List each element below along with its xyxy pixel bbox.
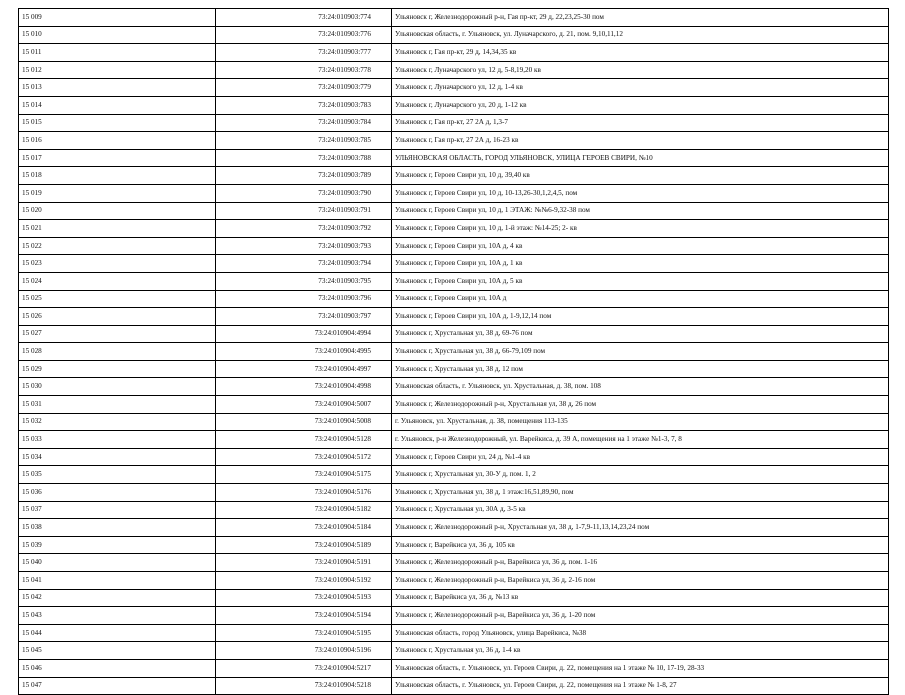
address-cell: Ульяновская область, город Ульяновск, улица Варейкиса, №38 — [392, 624, 889, 642]
table-row — [19, 484, 889, 502]
row-number-cell: 15 032 — [19, 413, 216, 431]
cadastral-number-cell: 73:24:010903:792 — [216, 220, 392, 238]
cadastral-number-cell: 73:24:010904:5191 — [216, 554, 392, 572]
cadastral-number-cell: 73:24:010904:5218 — [216, 677, 392, 695]
address-cell: Ульяновск г, Железнодорожный р-н, Гая пр-кт, 29 д, 22,23,25-30 пом — [392, 9, 889, 27]
registry-rows — [19, 9, 889, 695]
cadastral-number-cell: 73:24:010903:778 — [216, 61, 392, 79]
address-cell: Ульяновск г, Гая пр-кт, 27 2А д, 16-23 кв — [392, 132, 889, 150]
table-row — [19, 220, 889, 238]
row-number-cell: 15 047 — [19, 677, 216, 695]
row-number-cell: 15 045 — [19, 642, 216, 660]
row-number-cell: 15 031 — [19, 396, 216, 414]
row-number-cell: 15 022 — [19, 237, 216, 255]
table-row — [19, 536, 889, 554]
cadastral-number-cell: 73:24:010903:777 — [216, 44, 392, 62]
row-number-cell: 15 034 — [19, 448, 216, 466]
table-row — [19, 202, 889, 220]
row-number-cell: 15 012 — [19, 61, 216, 79]
row-number-cell: 15 019 — [19, 184, 216, 202]
row-number-cell: 15 011 — [19, 44, 216, 62]
row-number-cell: 15 044 — [19, 624, 216, 642]
address-cell: Ульяновск г, Хрустальная ул, 36 д, 1-4 кв — [392, 642, 889, 660]
table-row — [19, 184, 889, 202]
row-number-cell: 15 039 — [19, 536, 216, 554]
cadastral-number-cell: 73:24:010904:4998 — [216, 378, 392, 396]
row-number-cell: 15 043 — [19, 607, 216, 625]
address-cell: Ульяновская область, г. Ульяновск, ул. Луначарского, д. 21, пом. 9,10,11,12 — [392, 26, 889, 44]
cadastral-number-cell: 73:24:010904:5182 — [216, 501, 392, 519]
row-number-cell: 15 026 — [19, 308, 216, 326]
table-row — [19, 589, 889, 607]
row-number-cell: 15 028 — [19, 343, 216, 361]
address-cell: Ульяновск г, Железнодорожный р-н, Хрустальная ул, 38 д, 1-7,9-11,13,14,23,24 пом — [392, 519, 889, 537]
table-row — [19, 255, 889, 273]
cadastral-number-cell: 73:24:010904:5175 — [216, 466, 392, 484]
table-row — [19, 501, 889, 519]
address-cell: Ульяновск г, Героев Свири ул, 10 д, 1 ЭТАЖ: №№6-9,32-38 пом — [392, 202, 889, 220]
row-number-cell: 15 017 — [19, 149, 216, 167]
address-cell: Ульяновск г, Хрустальная ул, 30-У д, пом. 1, 2 — [392, 466, 889, 484]
row-number-cell: 15 025 — [19, 290, 216, 308]
address-cell: Ульяновск г, Хрустальная ул, 30А д, 3-5 кв — [392, 501, 889, 519]
address-cell: Ульяновск г, Героев Свири ул, 10А д, 5 кв — [392, 272, 889, 290]
address-cell: Ульяновск г, Железнодорожный р-н, Хрустальная ул, 38 д, 26 пом — [392, 396, 889, 414]
registry-table — [18, 8, 889, 695]
cadastral-number-cell: 73:24:010904:5184 — [216, 519, 392, 537]
table-row — [19, 26, 889, 44]
table-row — [19, 272, 889, 290]
row-number-cell: 15 040 — [19, 554, 216, 572]
table-row — [19, 659, 889, 677]
table-row — [19, 466, 889, 484]
cadastral-number-cell: 73:24:010904:4997 — [216, 360, 392, 378]
row-number-cell: 15 035 — [19, 466, 216, 484]
row-number-cell: 15 021 — [19, 220, 216, 238]
row-number-cell: 15 013 — [19, 79, 216, 97]
table-row — [19, 396, 889, 414]
cadastral-number-cell: 73:24:010903:797 — [216, 308, 392, 326]
cadastral-number-cell: 73:24:010903:796 — [216, 290, 392, 308]
row-number-cell: 15 038 — [19, 519, 216, 537]
cadastral-number-cell: 73:24:010903:776 — [216, 26, 392, 44]
row-number-cell: 15 046 — [19, 659, 216, 677]
cadastral-number-cell: 73:24:010904:5194 — [216, 607, 392, 625]
address-cell: Ульяновск г, Хрустальная ул, 38 д, 69-76 пом — [392, 325, 889, 343]
table-row — [19, 624, 889, 642]
row-number-cell: 15 036 — [19, 484, 216, 502]
address-cell: Ульяновск г, Железнодорожный р-н, Варейкиса ул, 36 д, 1-20 пом — [392, 607, 889, 625]
cadastral-number-cell: 73:24:010904:5217 — [216, 659, 392, 677]
table-row — [19, 431, 889, 449]
address-cell: Ульяновск г, Героев Свири ул, 10А д, 1-9,12,14 пом — [392, 308, 889, 326]
address-cell: г. Ульяновск, р-н Железнодорожный, ул. Варейкиса, д. 39 А, помещения на 1 этаже №1-3, 7, 8 — [392, 431, 889, 449]
row-number-cell: 15 016 — [19, 132, 216, 150]
address-cell: Ульяновск г, Героев Свири ул, 24 д, №1-4 кв — [392, 448, 889, 466]
cadastral-number-cell: 73:24:010903:791 — [216, 202, 392, 220]
row-number-cell: 15 041 — [19, 572, 216, 590]
cadastral-number-cell: 73:24:010904:5172 — [216, 448, 392, 466]
cadastral-number-cell: 73:24:010904:5195 — [216, 624, 392, 642]
address-cell: Ульяновская область, г. Ульяновск, ул. Героев Свири, д. 22, помещения на 1 этаже № 1-8, 27 — [392, 677, 889, 695]
row-number-cell: 15 029 — [19, 360, 216, 378]
cadastral-number-cell: 73:24:010904:5196 — [216, 642, 392, 660]
row-number-cell: 15 009 — [19, 9, 216, 27]
cadastral-number-cell: 73:24:010903:774 — [216, 9, 392, 27]
table-row — [19, 572, 889, 590]
table-row — [19, 132, 889, 150]
address-cell: Ульяновск г, Железнодорожный р-н, Варейкиса ул, 36 д, пом. 1-16 — [392, 554, 889, 572]
row-number-cell: 15 042 — [19, 589, 216, 607]
cadastral-number-cell: 73:24:010903:785 — [216, 132, 392, 150]
address-cell: Ульяновская область, г. Ульяновск, ул. Героев Свири, д. 22, помещения на 1 этаже № 10, 17-19, 28-33 — [392, 659, 889, 677]
address-cell: Ульяновск г, Героев Свири ул, 10А д, 4 кв — [392, 237, 889, 255]
table-row — [19, 378, 889, 396]
address-cell: Ульяновск г, Хрустальная ул, 38 д, 1 этаж:16,51,89,90, пом — [392, 484, 889, 502]
table-row — [19, 79, 889, 97]
address-cell: Ульяновск г, Гая пр-кт, 27 2А д, 1,3-7 — [392, 114, 889, 132]
cadastral-number-cell: 73:24:010904:5008 — [216, 413, 392, 431]
address-cell: Ульяновск г, Героев Свири ул, 10 д, 39,40 кв — [392, 167, 889, 185]
table-row — [19, 114, 889, 132]
table-row — [19, 343, 889, 361]
table-row — [19, 149, 889, 167]
cadastral-number-cell: 73:24:010903:783 — [216, 96, 392, 114]
address-cell: Ульяновск г, Луначарского ул, 12 д, 5-8,19,20 кв — [392, 61, 889, 79]
row-number-cell: 15 020 — [19, 202, 216, 220]
table-row — [19, 448, 889, 466]
cadastral-number-cell: 73:24:010903:789 — [216, 167, 392, 185]
row-number-cell: 15 033 — [19, 431, 216, 449]
table-row — [19, 96, 889, 114]
row-number-cell: 15 018 — [19, 167, 216, 185]
address-cell: г. Ульяновск, ул. Хрустальная, д. 38, помещения 113-135 — [392, 413, 889, 431]
row-number-cell: 15 023 — [19, 255, 216, 273]
table-row — [19, 519, 889, 537]
address-cell: Ульяновск г, Героев Свири ул, 10А д, 1 кв — [392, 255, 889, 273]
cadastral-number-cell: 73:24:010903:784 — [216, 114, 392, 132]
cadastral-number-cell: 73:24:010903:794 — [216, 255, 392, 273]
address-cell: Ульяновск г, Железнодорожный р-н, Варейкиса ул, 36 д, 2-16 пом — [392, 572, 889, 590]
cadastral-number-cell: 73:24:010904:4994 — [216, 325, 392, 343]
registry-sheet — [18, 8, 886, 695]
cadastral-number-cell: 73:24:010904:5189 — [216, 536, 392, 554]
address-cell: Ульяновск г, Варейкиса ул, 36 д, №13 кв — [392, 589, 889, 607]
cadastral-number-cell: 73:24:010903:790 — [216, 184, 392, 202]
address-cell: Ульяновск г, Героев Свири ул, 10 д, 10-13,26-30,1,2,4,5, пом — [392, 184, 889, 202]
cadastral-number-cell: 73:24:010904:5176 — [216, 484, 392, 502]
table-row — [19, 642, 889, 660]
table-row — [19, 167, 889, 185]
table-row — [19, 44, 889, 62]
cadastral-number-cell: 73:24:010904:5007 — [216, 396, 392, 414]
address-cell: Ульяновск г, Хрустальная ул, 38 д, 12 пом — [392, 360, 889, 378]
cadastral-number-cell: 73:24:010904:5128 — [216, 431, 392, 449]
table-row — [19, 677, 889, 695]
row-number-cell: 15 010 — [19, 26, 216, 44]
cadastral-number-cell: 73:24:010904:5192 — [216, 572, 392, 590]
address-cell: Ульяновск г, Луначарского ул, 12 д, 1-4 кв — [392, 79, 889, 97]
row-number-cell: 15 037 — [19, 501, 216, 519]
cadastral-number-cell: 73:24:010903:788 — [216, 149, 392, 167]
cadastral-number-cell: 73:24:010904:5193 — [216, 589, 392, 607]
table-row — [19, 325, 889, 343]
row-number-cell: 15 015 — [19, 114, 216, 132]
table-row — [19, 413, 889, 431]
address-cell: Ульяновск г, Героев Свири ул, 10 д, 1-й этаж: №14-25; 2- кв — [392, 220, 889, 238]
table-row — [19, 61, 889, 79]
row-number-cell: 15 014 — [19, 96, 216, 114]
row-number-cell: 15 024 — [19, 272, 216, 290]
cadastral-number-cell: 73:24:010904:4995 — [216, 343, 392, 361]
table-row — [19, 360, 889, 378]
table-row — [19, 237, 889, 255]
table-row — [19, 9, 889, 27]
table-row — [19, 607, 889, 625]
cadastral-number-cell: 73:24:010903:795 — [216, 272, 392, 290]
table-row — [19, 290, 889, 308]
row-number-cell: 15 027 — [19, 325, 216, 343]
address-cell: Ульяновск г, Луначарского ул, 20 д, 1-12 кв — [392, 96, 889, 114]
address-cell: Ульяновск г, Героев Свири ул, 10А д — [392, 290, 889, 308]
cadastral-number-cell: 73:24:010903:793 — [216, 237, 392, 255]
address-cell: Ульяновск г, Гая пр-кт, 29 д, 14,34,35 кв — [392, 44, 889, 62]
cadastral-number-cell: 73:24:010903:779 — [216, 79, 392, 97]
address-cell: Ульяновская область, г. Ульяновск, ул. Хрустальная, д. 38, пом. 108 — [392, 378, 889, 396]
table-row — [19, 554, 889, 572]
row-number-cell: 15 030 — [19, 378, 216, 396]
table-row — [19, 308, 889, 326]
address-cell: УЛЬЯНОВСКАЯ ОБЛАСТЬ, ГОРОД УЛЬЯНОВСК, УЛИЦА ГЕРОЕВ СВИРИ, №10 — [392, 149, 889, 167]
address-cell: Ульяновск г, Варейкиса ул, 36 д, 105 кв — [392, 536, 889, 554]
address-cell: Ульяновск г, Хрустальная ул, 38 д, 66-79,109 пом — [392, 343, 889, 361]
